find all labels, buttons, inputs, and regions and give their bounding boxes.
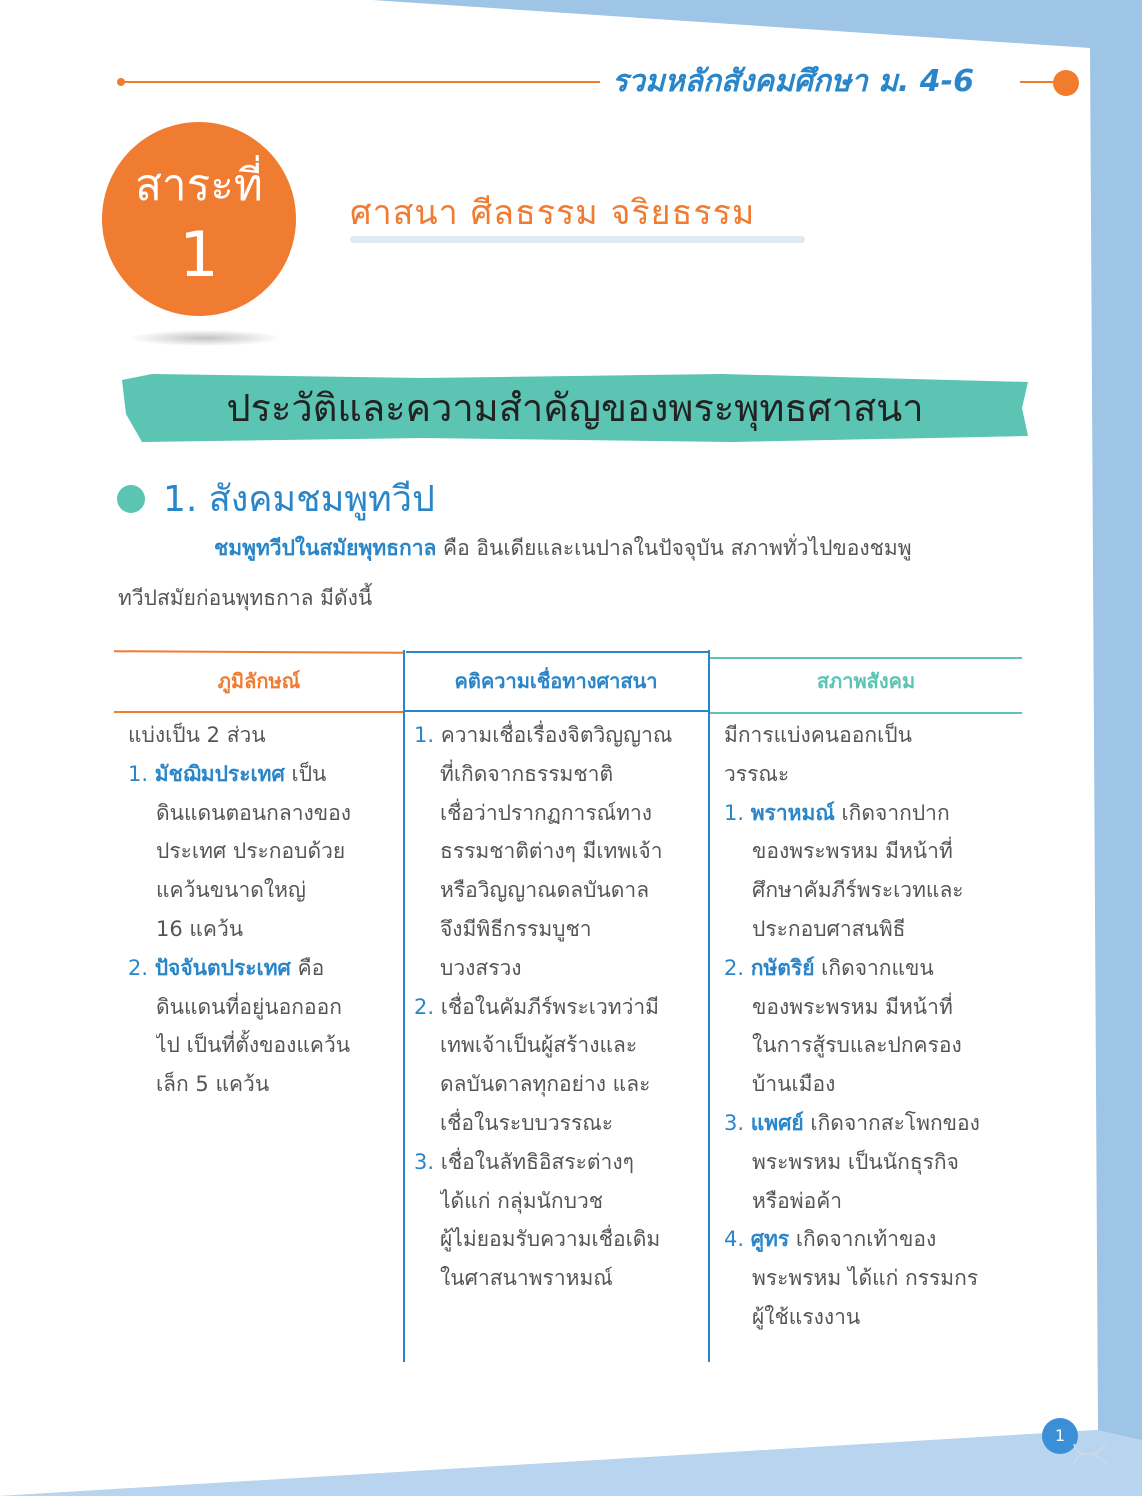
cell-text: ไป เป็นที่ตั้งของแคว้น (156, 1033, 351, 1058)
highlight-term: กษัตริย์ (750, 955, 815, 980)
table-cell-line (414, 1143, 704, 1182)
intro-line-1 (118, 528, 1028, 568)
list-number: 2. (414, 994, 441, 1019)
table-cell-line (440, 794, 704, 833)
table-cell-line (440, 832, 704, 871)
list-number: 1. (414, 723, 441, 747)
cell-text: เชื่อในระบบวรรณะ (440, 1111, 613, 1135)
strand-badge-label: สาระที่ (135, 160, 263, 211)
page-number: 1 (1042, 1418, 1078, 1454)
table-cell-line (440, 1220, 704, 1259)
cell-text: เทพเจ้าเป็นผู้สร้างและ (440, 1033, 638, 1058)
cell-text: เล็ก 5 แคว้น (156, 1072, 270, 1097)
cell-text: บ้านเมือง (752, 1072, 836, 1097)
cell-text: พระพรหม เป็นนักธุรกิจ (752, 1149, 959, 1174)
highlight-term: ศูทร (750, 1227, 790, 1252)
cell-text: ได้แก่ กลุ่มนักบวช (440, 1188, 603, 1213)
table-cell-line (752, 832, 1020, 871)
cell-text: ในศาสนาพราหมณ์ (440, 1266, 613, 1291)
list-number: 4. (724, 1227, 751, 1252)
table-cell-line (752, 988, 1020, 1027)
cell-text: เกิดจากเท้าของ (789, 1227, 937, 1252)
chapter-title: ประวัติและความสำคัญของพระพุทธศาสนา (226, 386, 924, 430)
cell-text: มีการแบ่งคนออกเป็น (724, 723, 912, 747)
table-cell-line (440, 949, 704, 988)
table-top-line-col3 (710, 657, 1022, 659)
cell-text: 16 แคว้น (156, 917, 244, 941)
cell-text: ความเชื่อเรื่องจิตวิญญาณ (440, 723, 673, 747)
dna-icon (1070, 1440, 1110, 1468)
strand-badge-number: 1 (179, 218, 219, 291)
table-header-line-col3 (710, 712, 1022, 714)
cell-text: เกิดจากสะโพกของ (803, 1111, 980, 1135)
cell-text: วรรณะ (724, 761, 790, 786)
cell-text: ธรรมชาติต่างๆ มีเทพเจ้า (440, 839, 663, 864)
table-cell-line (752, 1298, 1020, 1337)
list-number: 1. (128, 761, 155, 786)
cell-text: ประเทศ ประกอบด้วย (156, 839, 346, 864)
table-cell-line (440, 1182, 704, 1221)
section-bullet (117, 485, 145, 513)
cell-text: แคว้นขนาดใหญ่ (156, 878, 306, 903)
cell-text: ศึกษาคัมภีร์พระเวทและ (752, 878, 964, 903)
table-cell-line (752, 1065, 1020, 1104)
cell-text: เชื่อในคัมภีร์พระเวทว่ามี (440, 994, 660, 1019)
table-header-geography: ภูมิลักษณ์ (217, 669, 301, 693)
list-number: 2. (724, 955, 751, 980)
cell-text: คือ (290, 955, 325, 980)
strand-title: ศาสนา ศีลธรรม จริยธรรม (350, 193, 756, 233)
table-cell-line (724, 949, 1020, 988)
table-cell-line (440, 1026, 704, 1065)
cell-text: ของพระพรหม มีหน้าที่ (752, 839, 953, 864)
cell-text: บวงสรวง (440, 955, 522, 980)
cell-text: ในการสู้รบและปกครอง (752, 1033, 962, 1058)
list-number: 1. (724, 800, 751, 825)
strand-title-underline (350, 236, 805, 243)
table-cell-line (156, 910, 398, 949)
table-cell-line (156, 988, 398, 1027)
cell-text: จึงมีพิธีกรรมบูชา (440, 917, 592, 941)
cell-text: เชื่อในลัทธิอิสระต่างๆ (440, 1149, 634, 1174)
table-cell-line (724, 1104, 1020, 1143)
table-cell-line (440, 1065, 704, 1104)
table-divider-1 (403, 650, 405, 1362)
table-divider-2 (708, 650, 710, 1362)
header-dot-large (1053, 70, 1079, 96)
table-cell-line (752, 1259, 1020, 1298)
table-cell-line (724, 755, 1020, 794)
table-cell-line (414, 988, 704, 1027)
table-cell-line (156, 794, 398, 833)
cell-text: เชื่อว่าปรากฏการณ์ทาง (440, 800, 652, 825)
strand-badge (102, 122, 296, 316)
cell-text: ผู้ไม่ยอมรับความเชื่อเดิม (440, 1227, 661, 1252)
table-cell-line (128, 716, 398, 755)
highlight-term: แพศย์ (750, 1111, 804, 1135)
cell-text: พระพรหม ได้แก่ กรรมกร (752, 1266, 979, 1291)
table-header-society: สภาพสังคม (816, 669, 916, 693)
highlight-term: พราหมณ์ (750, 800, 835, 825)
cell-text: ดินแดนตอนกลางของ (156, 800, 351, 825)
cell-text: หรือพ่อค้า (752, 1188, 843, 1213)
list-number: 2. (128, 955, 155, 980)
table-cell-line (128, 755, 398, 794)
table-cell-line (414, 716, 704, 755)
table-top-line-col2 (406, 651, 708, 653)
table-cell-line (724, 716, 1020, 755)
badge-shadow (130, 330, 280, 346)
table-cell-line (752, 910, 1020, 949)
table-cell-line (752, 1143, 1020, 1182)
table-cell-line (724, 1220, 1020, 1259)
cell-text: เป็น (284, 761, 327, 786)
cell-text: ดินแดนที่อยู่นอกออก (156, 994, 342, 1019)
section-title: 1. สังคมชมพูทวีป (163, 479, 435, 520)
table-cell-line (156, 1065, 398, 1104)
book-title: รวมหลักสังคมศึกษา ม. 4-6 (612, 64, 974, 99)
intro-line-2: ทวีปสมัยก่อนพุทธกาล มีดังนี้ (118, 586, 373, 610)
table-cell-line (440, 1259, 704, 1298)
table-header-line-col1 (114, 711, 404, 713)
table-cell-line (440, 910, 704, 949)
table-cell-line (752, 1182, 1020, 1221)
table-cell-line (440, 871, 704, 910)
table-cell-line (724, 794, 1020, 833)
table-cell-line (156, 1026, 398, 1065)
cell-text: แบ่งเป็น 2 ส่วน (128, 723, 266, 747)
table-cell-line (752, 871, 1020, 910)
intro-text: คือ อินเดียและเนปาลในปัจจุบัน สภาพทั่วไปของชมพู (436, 536, 912, 560)
list-number: 3. (414, 1149, 441, 1174)
intro-highlight: ชมพูทวีปในสมัยพุทธกาล (214, 536, 437, 560)
table-cell-line (440, 1104, 704, 1143)
cell-text: ของพระพรหม มีหน้าที่ (752, 994, 953, 1019)
cell-text: ดลบันดาลทุกอย่าง และ (440, 1072, 651, 1097)
cell-text: หรือวิญญาณดลบันดาล (440, 878, 650, 903)
table-cell-line (156, 832, 398, 871)
table-cell-line (128, 949, 398, 988)
cell-text: ประกอบศาสนพิธี (752, 917, 906, 941)
table-cell-line (752, 1026, 1020, 1065)
highlight-term: ปัจจันตประเทศ (154, 955, 291, 980)
list-number: 3. (724, 1111, 751, 1135)
highlight-term: มัชฌิมประเทศ (154, 761, 285, 786)
table-cell-line (440, 755, 704, 794)
cell-text: เกิดจากปาก (834, 800, 950, 825)
header-line-left (120, 81, 600, 83)
table-cell-line (156, 871, 398, 910)
table-header-beliefs: คติความเชื่อทางศาสนา (454, 669, 658, 693)
cell-text: ที่เกิดจากธรรมชาติ (440, 761, 614, 786)
table-header-line-col2 (404, 710, 710, 712)
cell-text: ผู้ใช้แรงงาน (752, 1305, 861, 1329)
cell-text: เกิดจากแขน (814, 955, 934, 980)
